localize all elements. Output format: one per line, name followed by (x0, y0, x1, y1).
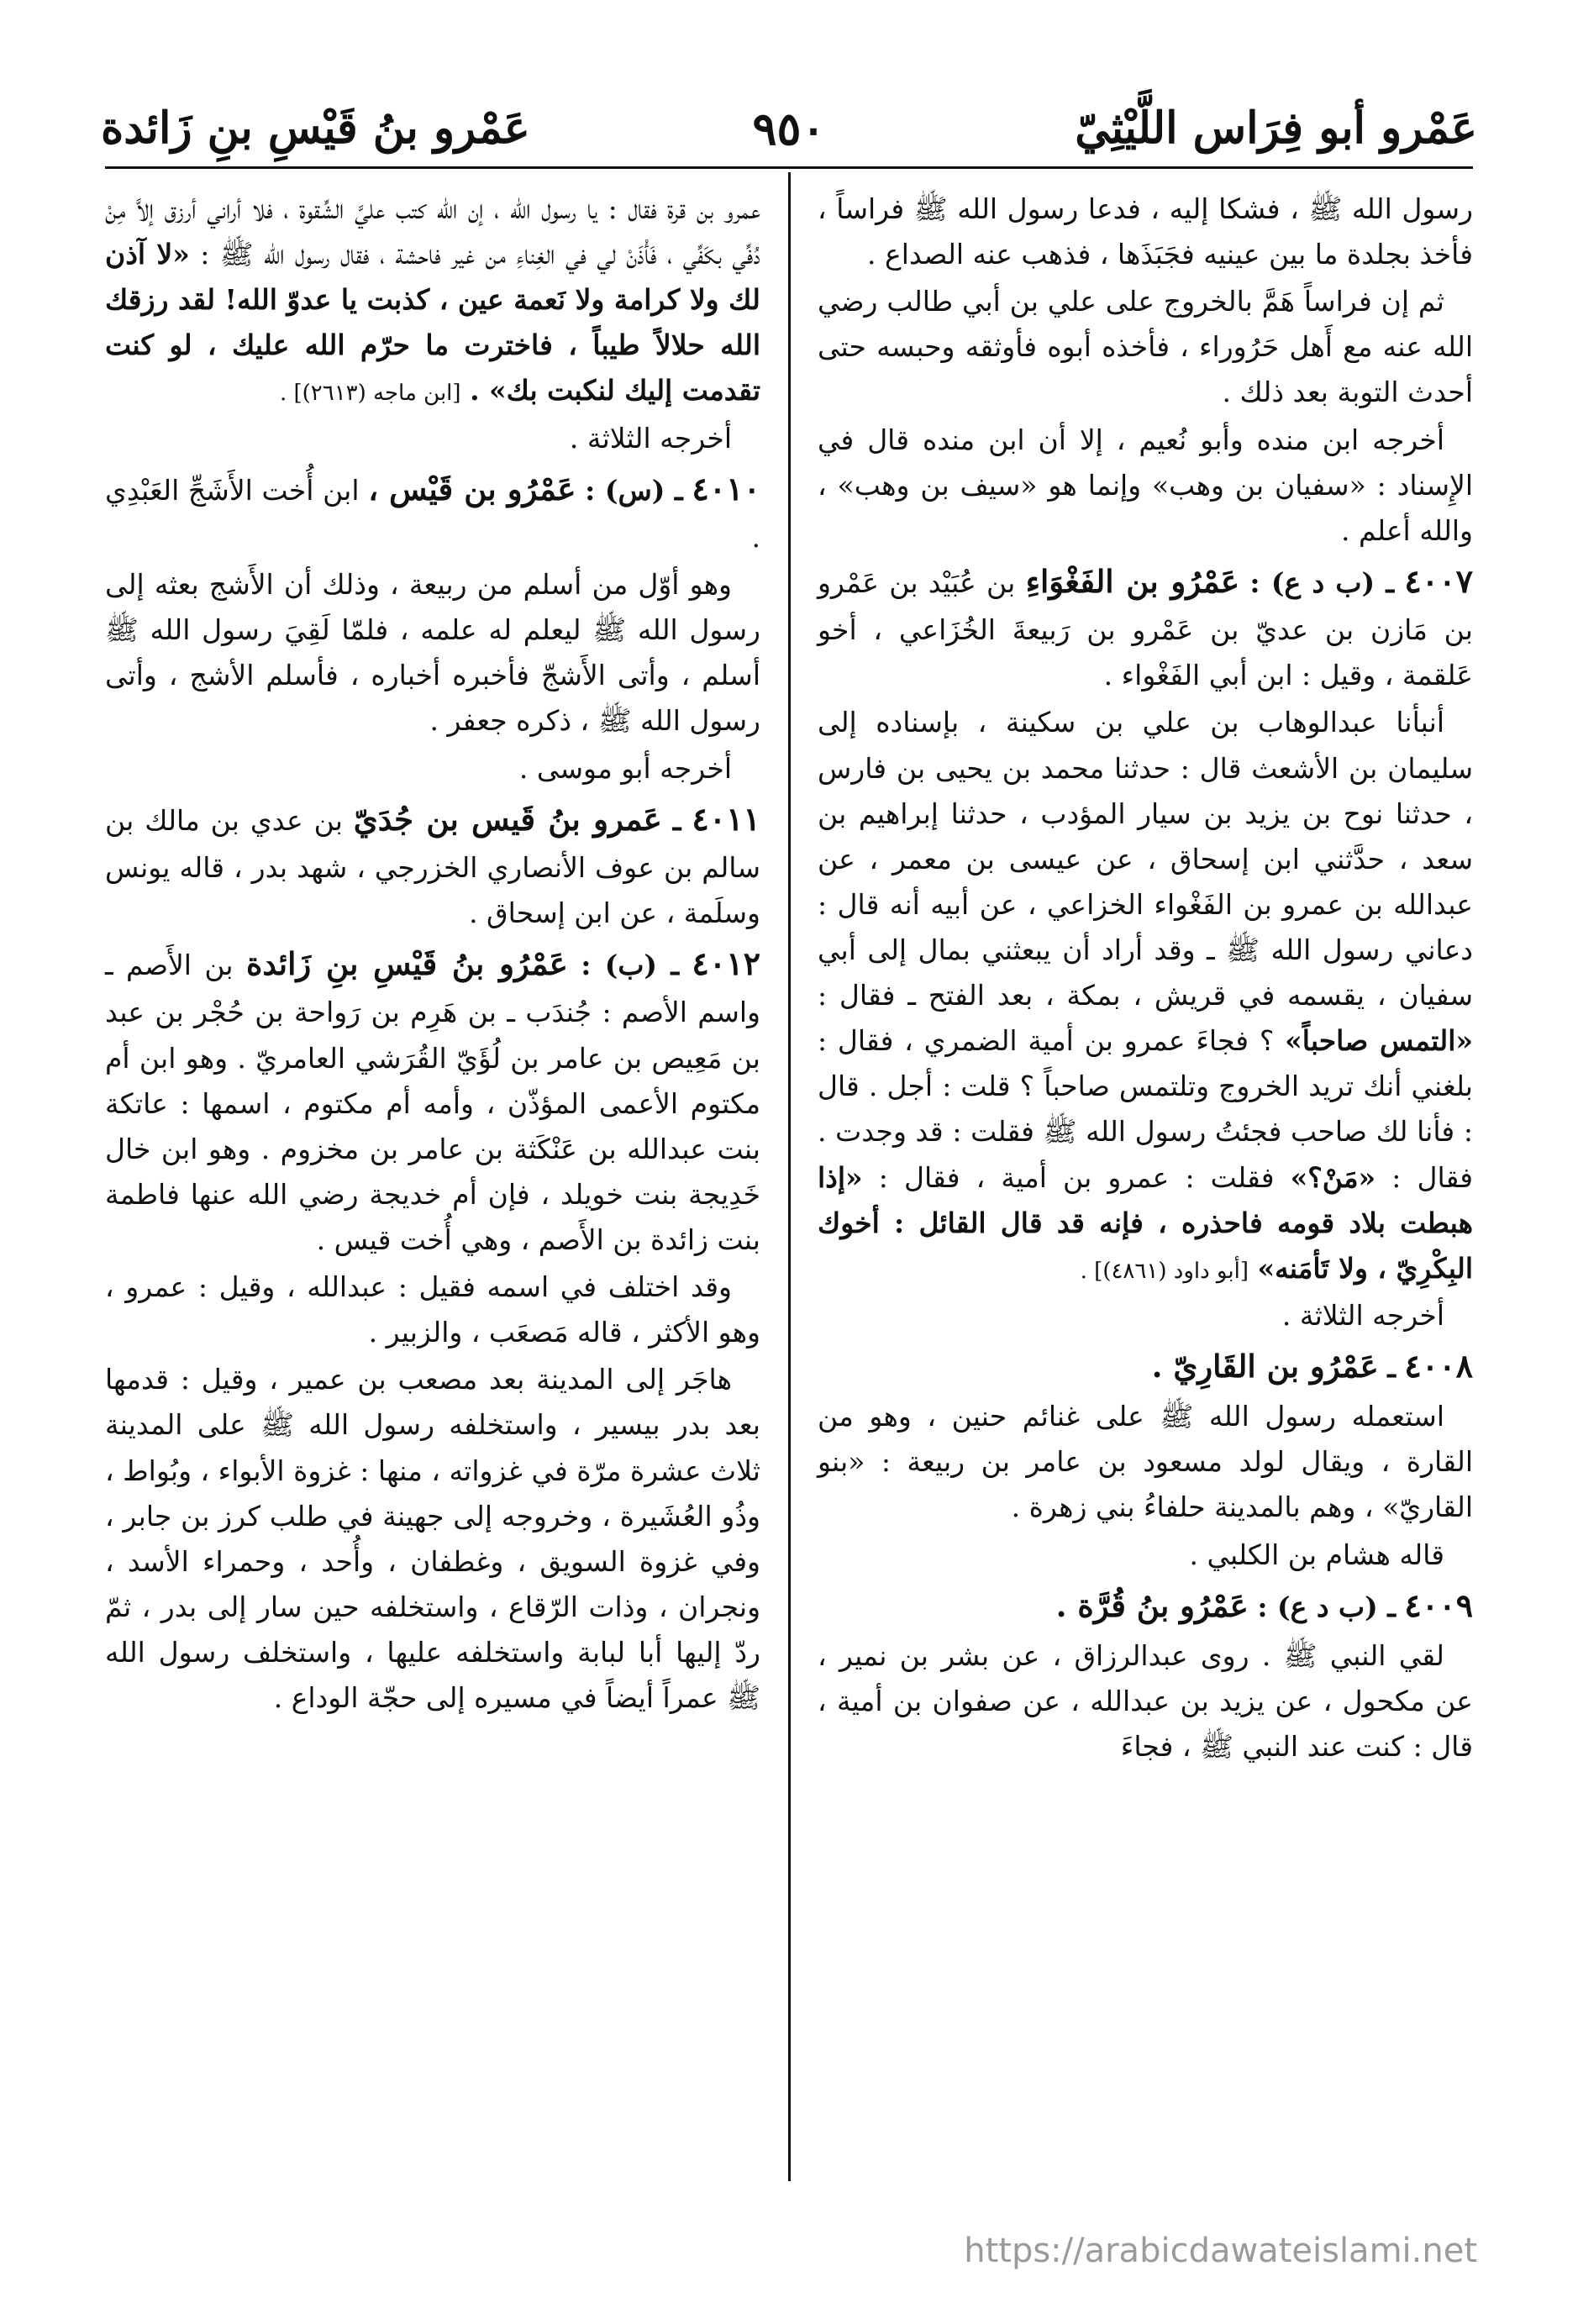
entry-4012 (105, 938, 760, 1263)
header-left-title: عَمْرو بنُ قَيْسِ بنِ زَائدة (101, 103, 530, 154)
entry-name: عَمْرُو بنُ قُرَّة . (1055, 1586, 1249, 1624)
paragraph: لقي النبي ﷺ . روى عبدالرزاق ، عن بشر بن نمير ، عن مكحول ، عن يزيد بن عبدالله ، عن صفوان بن أمية ، قال : كنت عند النبي ﷺ ، فجاءَ (818, 1639, 1473, 1764)
paragraph: أخرجه الثلاثة . (1281, 1298, 1444, 1332)
entry-number: ٤٠٠٧ (1404, 561, 1473, 600)
hadith-paragraph (105, 187, 760, 414)
entry-number: ٤٠١١ (692, 799, 760, 838)
hadith-text: فقلت : عمرو بن أمية ، فقال : (878, 1160, 1275, 1194)
entry-text: ابن أُخت الأَشَجِّ العَبْدِي . (105, 473, 760, 554)
entry-4010 (105, 463, 760, 560)
page-header (101, 99, 1477, 158)
entry-code: ـ (ب د ع) : (1257, 1590, 1396, 1623)
paragraph: قاله هشام بن الكلبي . (1189, 1538, 1444, 1571)
column-divider (788, 172, 791, 2181)
header-rule (105, 166, 1473, 169)
paragraph: أخرجه الثلاثة . (569, 421, 732, 455)
entry-name: عَمْرُو بن قَيْس ، (368, 470, 576, 507)
entry-4009 (818, 1580, 1473, 1632)
entry-number: ٤٠٠٩ (1404, 1585, 1473, 1624)
header-right-title: عَمْرو أبو فِرَاس اللَّيْثِيّ (1075, 103, 1477, 154)
entry-code: ـ (س) : (585, 473, 683, 507)
entry-dash: ـ (1387, 1350, 1396, 1384)
entry-number: ٤٠١٠ (692, 469, 760, 507)
paragraph: هاجَر إلى المدينة بعد مصعب بن عمير ، وقيل : قدمها بعد بدر بيسير ، واستخلفه رسول الله ﷺ على المدينة ثلاث عشرة مرّة في غزواته ، منها : غزوة الأبواء ، وبُواط ، وذُو العُشَيرة ، وخروجه إلى جهينة في طلب كرز بن جابر ، وفي غزوة السويق ، وغطفان ، وأُحد ، وحمراء الأسد ، ونجران ، وذات الرّقاع ، واستخلفه حين سار إلى بدر ، ثمّ ردّ إليها أبا لبابة واستخلفه عليها ، واستخلف رسول الله ﷺ عمراً أيضاً في مسيره إلى حجّة الوداع . (105, 1363, 760, 1715)
hadith-text: عمرو بن قرة فقال : يا رسول الله ، إن الله كتب عليَّ الشِّقوة ، فلا أراني أرزق إلاَّ مِنْ دُفِّي بكَفِّي ، فَأْذَنْ لي في الغِناءِ من غير فاحشة ، فقال رسول الله ﷺ : (105, 192, 760, 271)
source-reference: [ابن ماجه (٢٦١٣)] . (279, 381, 461, 407)
entry-name: عَمْرُو بنُ قَيْسِ بنِ زَائدة (245, 945, 568, 983)
entry-text: بن عُبَيْد بن عَمْرو بن مَازن بن عديّ بن عَمْرو بن رَبيعةَ الخُزَاعي ، أخو عَلقمة ، وقيل : ابن أبي الفَغْواء . (818, 565, 1473, 692)
watermark-url: https://arabicdawateislami.net (964, 2232, 1477, 2270)
hadith-quote: «إذا هبطت بلاد قومه فاحذره ، فإنه قد قال القائل : أخوك البِكْرِيّ ، ولا تَأمَنه» (818, 1160, 1473, 1285)
entry-text: بن عدي بن مالك بن سالم بن عوف الأنصاري الخزرجي ، شهد بدر ، قاله يونس وسلَمة ، عن ابن إسحاق . (105, 803, 760, 930)
page-number: ٩٥٠ (752, 102, 826, 155)
paragraph: أخرجه أبو موسى . (518, 751, 732, 785)
entry-name: عَمْرُو بن القَارِيّ . (1151, 1347, 1379, 1385)
hadith-chain: أنبأنا عبدالوهاب بن علي بن سكينة ، بإسناده إلى سليمان بن الأشعث قال : حدثنا محمد بن يحيى بن فارس ، حدثنا نوح بن يزيد بن سيار المؤدب ، حدثنا إبراهيم بن سعد ، حدَّثني ابن إسحاق ، عن عيسى بن معمر ، عن عبدالله بن عمرو بن الفَغْواء الخزاعي ، عن أبيه أنه قال : دعاني رسول الله ﷺ ـ وقد أراد أن يبعثني بمال إلى أبي سفيان ، يقسمه في قريش ، بمكة ، بعد الفتح ـ فقال : (818, 706, 1473, 1012)
entry-name: عَمْرُو بن الفَغْوَاءِ (1025, 562, 1240, 600)
entry-code: ـ (ب د ع) : (1249, 565, 1395, 599)
hadith-paragraph (818, 700, 1473, 1291)
entry-text: بن الأَصم ـ واسم الأصم : جُندَب ـ بن هَرِم بن رَواحة بن حُجْر بن عبد بن مَعِيص بن عامر بن لُؤَيّ القُرَشي العامريّ . وهو ابن أم مكتوم الأعمى المؤذّن ، وأمه أم مكتوم ، اسمها : عاتكة بنت عبدالله بن عَنْكَثة بن عامر بن مخزوم . وهو ابن خال خَدِيجة بنت خويلد ، فإن أم خديجة رضي الله عنها فاطمة بنت زائدة بن الأَصم ، وهي أُخت قيس . (105, 949, 760, 1257)
right-column (818, 187, 1473, 1771)
entry-name: عَمرو بنُ قَيس بن جُدَيّ (353, 800, 662, 838)
source-reference: [أبو داود (٤٨٦١)] . (1080, 1258, 1249, 1284)
entry-4008 (818, 1340, 1473, 1392)
entry-dash: ـ (672, 803, 681, 837)
entry-4007 (818, 555, 1473, 699)
paragraph: ثم إن فراساً هَمَّ بالخروج على علي بن أبي طالب رضي الله عنه مع أَهل حَرُوراء ، فأخذه أبوه فأوثقه وحبسه حتى أحدث التوبة بعد ذلك . (818, 285, 1473, 409)
hadith-quote: «التمس صاحباً» (1285, 1024, 1473, 1058)
entry-4011 (105, 793, 760, 937)
hadith-quote: «مَنْ؟» (1290, 1160, 1376, 1194)
entry-code: ـ (ب) : (581, 949, 680, 982)
entry-number: ٤٠١٢ (692, 944, 760, 983)
paragraph: أخرجه ابن منده وأبو نُعيم ، إلا أن ابن منده قال في الإِسناد : «سفيان بن وهب» وإنما هو «سيف بن وهب» ، والله أعلم . (818, 423, 1473, 547)
paragraph: استعمله رسول الله ﷺ على غنائم حنين ، وهو من القارة ، ويقال لولد مسعود بن عامر بن ربيعة : «بنو القاريّ» ، وهم بالمدينة حلفاءُ بني زهرة . (818, 1400, 1473, 1524)
entry-number: ٤٠٠٨ (1404, 1346, 1473, 1385)
left-column (105, 187, 760, 1722)
hadith-quote: «لا آذن لك ولا كرامة ولا نَعمة عين ، كذبت يا عدوّ الله! لقد رزقك الله حلالاً طيباً ، فاخترت ما حرّم الله عليك ، لو كنت تقدمت إليك لنكبت بك» . (105, 238, 760, 407)
hadith-text: ؟ فجاءَ عمرو بن أمية الضمري ، فقال : بلغني أنك تريد الخروج وتلتمس صاحباً ؟ قلت : أجل . قال : فأنا لك صاحب فجئتُ رسول الله ﷺ فقلت : قد وجدت . فقال : (818, 1024, 1474, 1194)
paragraph: وهو أوّل من أسلم من ربيعة ، وذلك أن الأَشج بعثه إلى رسول الله ﷺ ليعلم له علمه ، فلمّا لَقِيَ رسول الله ﷺ أسلم ، وأتى الأَشجّ فأخبره أخباره ، فأسلم الأشج ، وأتى رسول الله ﷺ ، ذكره جعفر . (105, 568, 760, 738)
paragraph: وقد اختلف في اسمه فقيل : عبدالله ، وقيل : عمرو ، وهو الأكثر ، قاله مَصعَب ، والزبير . (105, 1270, 760, 1349)
paragraph: رسول الله ﷺ ، فشكا إليه ، فدعا رسول الله ﷺ فراساً ، فأخذ بجلدة ما بين عينيه فجَبَذَها ، فذهب عنه الصداع . (818, 192, 1473, 271)
